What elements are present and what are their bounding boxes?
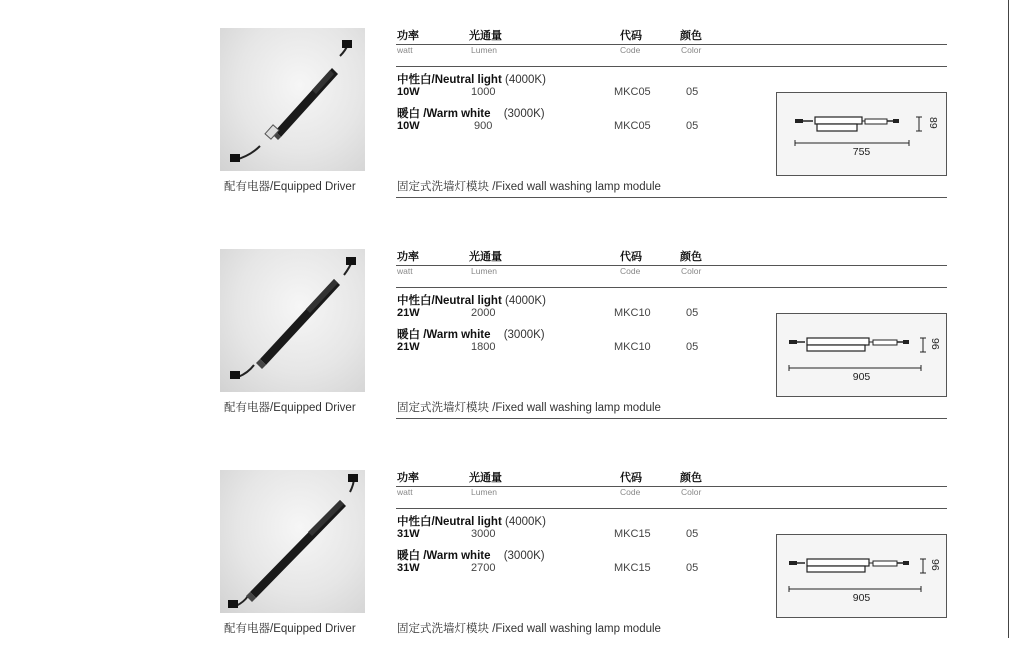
module-footer: 固定式洗墙灯模块 /Fixed wall washing lamp module: [397, 402, 661, 414]
warm-code: MKC15: [614, 562, 651, 574]
neutral-watt: 31W: [397, 528, 420, 540]
neutral-light-temp: (4000K): [504, 74, 546, 86]
neutral-color: 05: [686, 307, 699, 319]
subheader-power: watt: [397, 487, 413, 497]
warm-watt: 10W: [397, 120, 420, 132]
neutral-light-name: 中性白/Neutral light: [397, 516, 502, 528]
subheader-code: Code: [620, 266, 641, 276]
neutral-lumen: 3000: [471, 528, 496, 540]
dimension-height: 89: [927, 117, 939, 129]
neutral-light-name: 中性白/Neutral light: [397, 295, 502, 307]
subheader-power: watt: [397, 45, 413, 55]
header-code: 代码: [620, 251, 642, 263]
product-block-mkc10: [0, 221, 1016, 441]
product-photo: [220, 28, 365, 171]
lamp-profile-drawing: [777, 314, 946, 396]
dimension-diagram: [776, 313, 947, 397]
subheader-code: Code: [620, 45, 641, 55]
header-color: 颜色: [680, 30, 702, 42]
block-bottom-rule: [396, 197, 947, 198]
header-power: 功率: [397, 30, 419, 42]
header-code: 代码: [620, 472, 642, 484]
neutral-watt: 10W: [397, 86, 420, 98]
neutral-watt: 21W: [397, 307, 420, 319]
lamp-module-image: [220, 470, 365, 613]
dimension-height: 96: [929, 338, 941, 350]
neutral-code: MKC05: [614, 86, 651, 98]
warm-color: 05: [686, 562, 699, 574]
neutral-light-name: 中性白/Neutral light: [397, 74, 502, 86]
subheader-color: Color: [681, 487, 702, 497]
warm-white-title: [397, 326, 545, 342]
neutral-code: MKC10: [614, 307, 651, 319]
warm-code: MKC05: [614, 120, 651, 132]
neutral-light-title: [397, 292, 546, 308]
dimension-width: 905: [852, 371, 871, 383]
warm-lumen: 900: [474, 120, 493, 132]
warm-white-temp: (3000K): [503, 108, 545, 120]
header-color: 颜色: [680, 251, 702, 263]
photo-caption: 配有电器/Equipped Driver: [224, 181, 356, 193]
header-lumen: 光通量: [469, 30, 502, 42]
photo-caption: 配有电器/Equipped Driver: [224, 623, 356, 635]
dimension-diagram: [776, 92, 947, 176]
header-lumen: 光通量: [469, 472, 502, 484]
dimension-width: 905: [852, 592, 871, 604]
warm-white-title: [397, 547, 545, 563]
subheader-rule: [396, 66, 947, 67]
warm-color: 05: [686, 341, 699, 353]
subheader-lumen: Lumen: [471, 487, 497, 497]
dimension-height: 96: [929, 559, 941, 571]
warm-white-temp: (3000K): [503, 329, 545, 341]
module-footer: 固定式洗墙灯模块 /Fixed wall washing lamp module: [397, 623, 661, 635]
warm-white-temp: (3000K): [503, 550, 545, 562]
warm-white-title: [397, 105, 545, 121]
photo-caption: 配有电器/Equipped Driver: [224, 402, 356, 414]
neutral-code: MKC15: [614, 528, 651, 540]
warm-watt: 21W: [397, 341, 420, 353]
neutral-light-title: [397, 513, 546, 529]
header-power: 功率: [397, 472, 419, 484]
product-block-mkc15: [0, 442, 1016, 662]
warm-lumen: 2700: [471, 562, 496, 574]
neutral-lumen: 1000: [471, 86, 496, 98]
subheader-rule: [396, 508, 947, 509]
neutral-color: 05: [686, 86, 699, 98]
lamp-module-image: [220, 249, 365, 392]
neutral-light-temp: (4000K): [504, 295, 546, 307]
header-lumen: 光通量: [469, 251, 502, 263]
product-block-mkc05: [0, 0, 1016, 220]
neutral-light-temp: (4000K): [504, 516, 546, 528]
header-power: 功率: [397, 251, 419, 263]
warm-lumen: 1800: [471, 341, 496, 353]
dimension-width: 755: [852, 146, 871, 158]
subheader-lumen: Lumen: [471, 266, 497, 276]
product-photo: [220, 470, 365, 613]
neutral-color: 05: [686, 528, 699, 540]
warm-code: MKC10: [614, 341, 651, 353]
dimension-diagram: [776, 534, 947, 618]
lamp-profile-drawing: [777, 535, 946, 617]
subheader-color: Color: [681, 266, 702, 276]
lamp-module-image: [220, 28, 365, 171]
header-color: 颜色: [680, 472, 702, 484]
subheader-code: Code: [620, 487, 641, 497]
subheader-lumen: Lumen: [471, 45, 497, 55]
warm-white-name: 暖白 /Warm white: [397, 550, 491, 562]
warm-white-name: 暖白 /Warm white: [397, 329, 491, 341]
lamp-profile-drawing: [777, 93, 946, 175]
subheader-color: Color: [681, 45, 702, 55]
module-footer: 固定式洗墙灯模块 /Fixed wall washing lamp module: [397, 181, 661, 193]
block-bottom-rule: [396, 418, 947, 419]
neutral-lumen: 2000: [471, 307, 496, 319]
subheader-power: watt: [397, 266, 413, 276]
warm-color: 05: [686, 120, 699, 132]
header-code: 代码: [620, 30, 642, 42]
warm-watt: 31W: [397, 562, 420, 574]
warm-white-name: 暖白 /Warm white: [397, 108, 491, 120]
product-photo: [220, 249, 365, 392]
neutral-light-title: [397, 71, 546, 87]
subheader-rule: [396, 287, 947, 288]
